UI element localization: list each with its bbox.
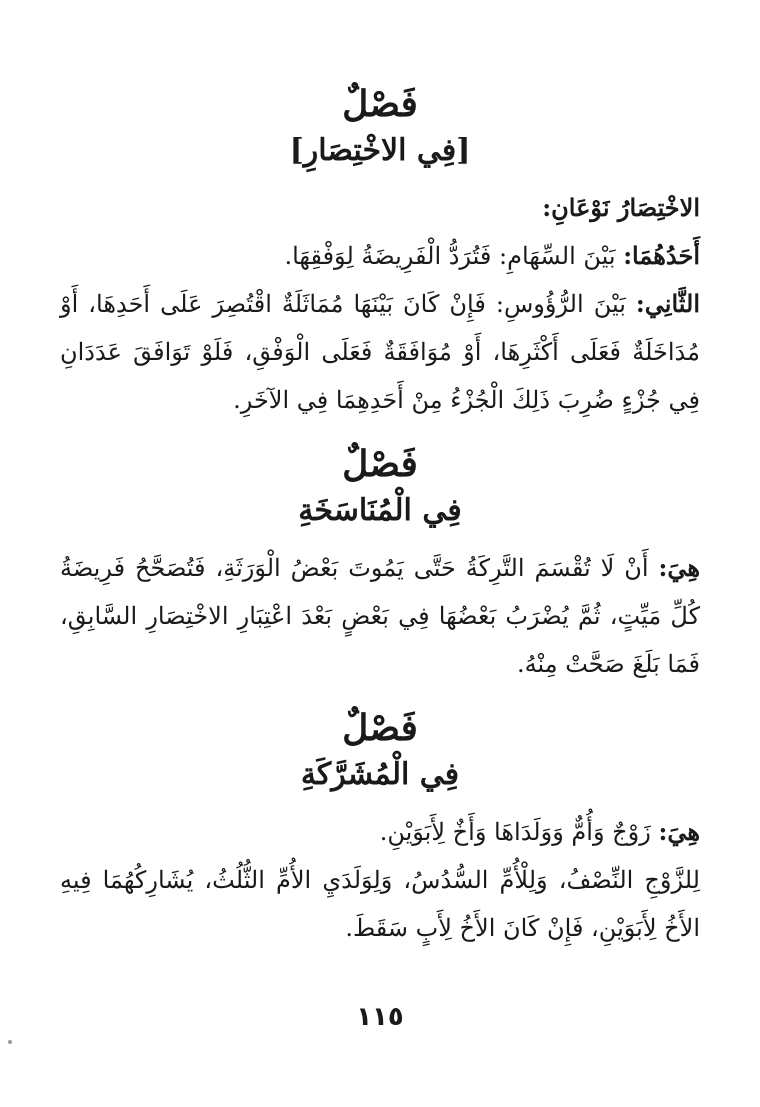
section-munasakha (60, 440, 700, 688)
paragraph-text: بَيْنَ السِّهَامِ: فَتُرَدُّ الْفَرِيضَةُ لِوَفْقِهَا. (284, 242, 624, 270)
section-subheading: فِي الْمُنَاسَخَةِ (298, 493, 462, 528)
section-subheading: [فِي الاخْتِصَارِ] (289, 133, 471, 168)
paragraph-lead: هِيَ: (658, 553, 700, 582)
paragraph-lead: الاخْتِصَارُ نَوْعَانِ: (542, 193, 700, 222)
section-subheading: فِي الْمُشَرَّكَةِ (300, 757, 460, 792)
page-body (60, 80, 700, 968)
paragraph-text: أَنْ لَا تُقْسَمَ التَّرِكَةُ حَتَّى يَمُوتَ بَعْضُ الْوَرَثَةِ، فَتُصَحَّحُ فَرِيضَةُ كُلِّ مَيِّتٍ، ثُمَّ يُضْرَبُ بَعْضُهَا فِي بَعْضٍ بَعْدَ اعْتِبَارِ الاخْتِصَارِ السَّابِقِ، فَمَا بَلَغَ صَحَّتْ مِنْهُ. (60, 554, 700, 678)
paragraph (60, 280, 700, 424)
paragraph (60, 808, 700, 856)
page-number: ١١٥ (356, 1002, 404, 1032)
paragraph-lead: الثَّانِي: (635, 289, 700, 318)
paragraph-text: زَوْجٌ وَأُمٌّ وَوَلَدَاهَا وَأَخٌ لِأَبَوَيْنِ. (379, 818, 659, 846)
section-ikhtisar (60, 80, 700, 424)
paragraph (60, 544, 700, 688)
margin-dot (8, 1040, 12, 1044)
paragraph (60, 232, 700, 280)
paragraph (60, 856, 700, 952)
paragraph-lead: هِيَ: (658, 817, 700, 846)
section-mushraka (60, 704, 700, 952)
paragraph-text: بَيْنَ الرُّؤُوسِ: فَإِنْ كَانَ بَيْنَهَا مُمَاثَلَةٌ اقْتُصِرَ عَلَى أَحَدِهَا، أَوْ مُدَاخَلَةٌ فَعَلَى أَكْثَرِهَا، أَوْ مُوَافَقَةٌ فَعَلَى الْوَفْقِ، فَلَوْ تَوَافَقَ عَدَدَانِ فِي جُزْءٍ ضُرِبَ ذَلِكَ الْجُزْءُ مِنْ أَحَدِهِمَا فِي الآخَرِ. (60, 290, 700, 414)
section-heading: فَصْلٌ (342, 443, 418, 485)
section-heading: فَصْلٌ (342, 707, 418, 749)
paragraph (60, 184, 700, 232)
paragraph-text: لِلزَّوْجِ النِّصْفُ، وَلِلْأُمِّ السُّدُسُ، وَلِوَلَدَيِ الأُمِّ الثُّلُثُ، يُشَارِكُهُمَا فِيهِ الأَخُ لِأَبَوَيْنِ، فَإِنْ كَانَ الأَخُ لِأَبٍ سَقَطَ. (60, 866, 700, 942)
section-heading: فَصْلٌ (342, 83, 418, 125)
paragraph-lead: أَحَدُهُمَا: (623, 241, 700, 270)
